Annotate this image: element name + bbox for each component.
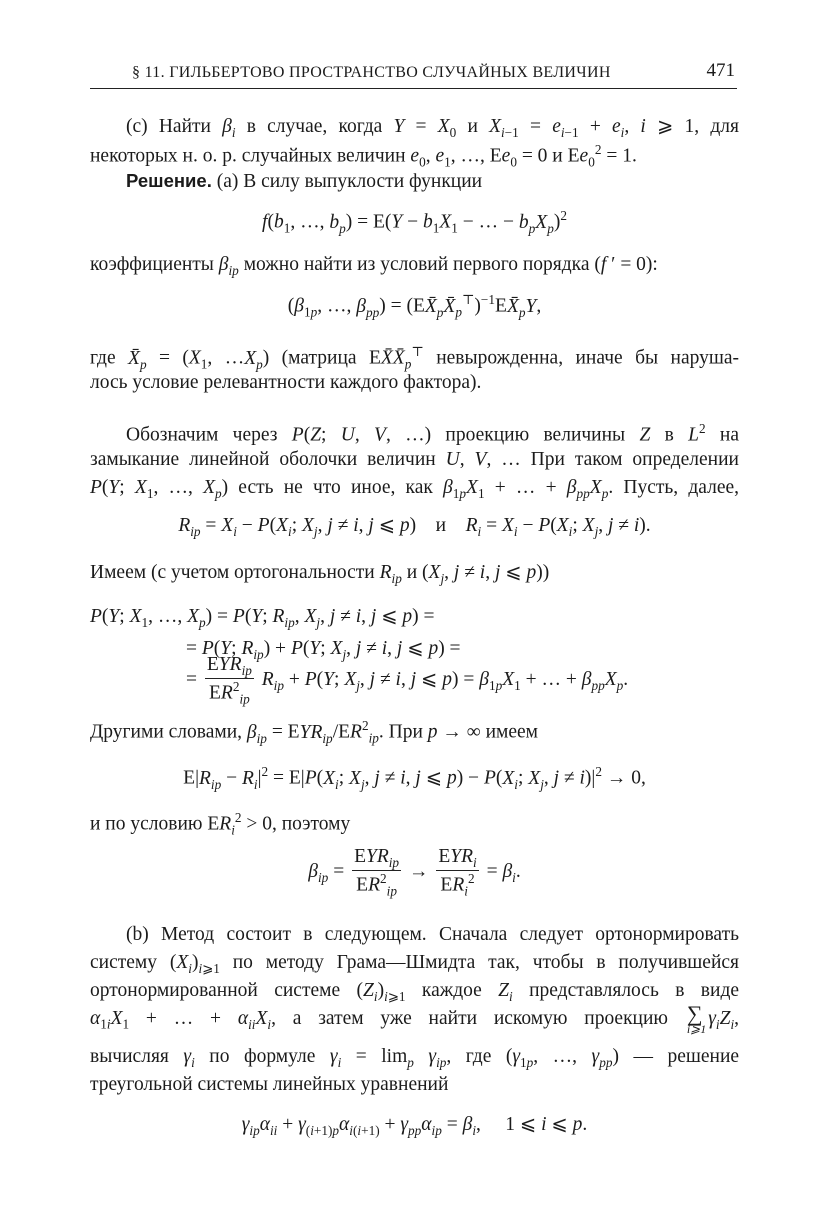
other-words-line: Другими словами, $\beta_{ip} = EYR_{ip}/ER^2_{ip}$. При p → ∞ имеем xyxy=(90,718,539,746)
page-header xyxy=(90,58,737,89)
condition-line: и по условию $ER_i^2 > 0$, поэтому xyxy=(90,810,351,838)
page-number: 471 xyxy=(706,60,735,81)
derivation-line1: P(Y; $X_1$, …, $X_p) = P(Y$; $R_{ip}$, $X_j$, j ≠ i, j ⩽ p) = xyxy=(90,606,435,630)
derivation-line3: = $\frac{EYR_{ip}}{ER^2_{ip}}$ $R_{ip} + P(Y$; $X_j$, j ≠ i, j ⩽ $p) = \beta_{1p}X_1$ + … + $\beta_{pp}X_p$. xyxy=(186,654,629,707)
triangular-line: треугольной системы линейных уравнений xyxy=(90,1074,449,1095)
formula-beta: ($\beta_{1p}$, …, $\beta_{pp}$) = $(EX̄_pX̄_p^⊤)^{-1}EX̄_pY$, xyxy=(287,292,542,320)
closure-line: замыкание линейной оболочки величин U, V, … При таком определении xyxy=(90,449,739,470)
solution-heading: Решение. (a) В силу выпуклости функции xyxy=(126,170,483,192)
where-line: где $X̄_p = (X_1$, $\dots X_p$) (матрица $EX̄X̄_p^⊤$ невырожденна, иначе бы наруша- xyxy=(90,344,740,372)
problem-c-line1: (c) Найти $\beta_i$ в случае, когда $Y = X_0$ и $X_{i-1} = e_{i-1} + e_i$, i ⩾ 1, для xyxy=(126,116,739,140)
running-title: § 11. ГИЛЬБЕРТОВО ПРОСТРАНСТВО СЛУЧАЙНЫХ ВЕЛИЧИН xyxy=(132,64,611,81)
formula-limit: $E|R_{ip} - R_i|^2 = E|P(X_i$; $X_j$, j ≠ i, j ⩽ $p) - P(X_i$; $X_j$, $j \ne i)|^2 \to 0$, xyxy=(183,764,646,792)
method-b-line: (b) Метод состоит в следующем. Сначала следует ортонормировать xyxy=(126,924,739,945)
derivation-line2: = P(Y; $R_{ip}) + P(Y$; $X_j$, j ≠ i, j ⩽ p) = xyxy=(186,638,461,662)
nothing-else-line: P(Y; $X_1$, …, $X_p$) есть не что иное, как $\beta_{1p}X_1$ + … + $\beta_{pp}X_p$. Пусть, далее, xyxy=(90,477,740,501)
orthonormal-line: ортонормированной системе $(Z_i)_{i⩾1}$ каждое $Z_i$ представлялось в виде xyxy=(90,980,740,1004)
coef-line: коэффициенты $\beta_{ip}$ можно найти из условий первого порядка (f ′ = 0): xyxy=(90,254,658,278)
formula-gamma: $\gamma_{ip}\alpha_{ii} + \gamma_{(i+1)p}\alpha_{i(i+1)} + \gamma_{pp}\alpha_{ip} = \beta_i$, 1 ⩽ i ⩽ p. xyxy=(241,1114,588,1138)
have-line: Имеем (с учетом ортогональности $R_{ip}$ и ($X_j$, j ≠ i, j ⩽ p)) xyxy=(90,562,550,586)
formula-beta-limit: $\beta_{ip}$ = $\frac{EYR_{ip}}{ER^2_{ip}}$ → $\frac{EYR_i}{ER_i^2}$ = $\beta_i$. xyxy=(308,846,521,899)
projection-line: $\alpha_{1i}X_1$ + … + $\alpha_{ii}X_i$, а затем уже найти искомую проекцию ∑ i⩾1 $\gamma_iZ_i$, xyxy=(90,1001,740,1036)
computing-line: вычисляя $\gamma_i$ по формуле $\gamma_i = \lim_p \gamma_{ip}$, где ($\gamma_{1p}$, …, $\gamma_{pp}$) — решение xyxy=(90,1046,740,1070)
relevance-line: лось условие релевантности каждого фактора). xyxy=(90,372,482,393)
denote-line: Обозначим через P(Z; U, V, …) проекцию величины Z в $L^2$ на xyxy=(126,421,739,446)
problem-c-line2: некоторых н. о. р. случайных величин $e_0$, $e_1$, …, $Ee_0 = 0$ и $Ee_0^2 = 1$. xyxy=(90,142,637,170)
formula-f: $f(b_1$, …, $b_p) = E(Y - b_1X_1$ − … − $b_pX_p)^2$ xyxy=(262,208,567,236)
formula-r: $R_{ip} = X_i - P(X_i$; $X_j$, j ≠ i, j ⩽ p) и $R_i = X_i - P(X_i$; $X_j$, j ≠ i). xyxy=(178,515,651,539)
system-line: систему $(X_i)_{i⩾1}$ по методу Грама—Шмидта так, чтобы в получившейся xyxy=(90,952,740,976)
